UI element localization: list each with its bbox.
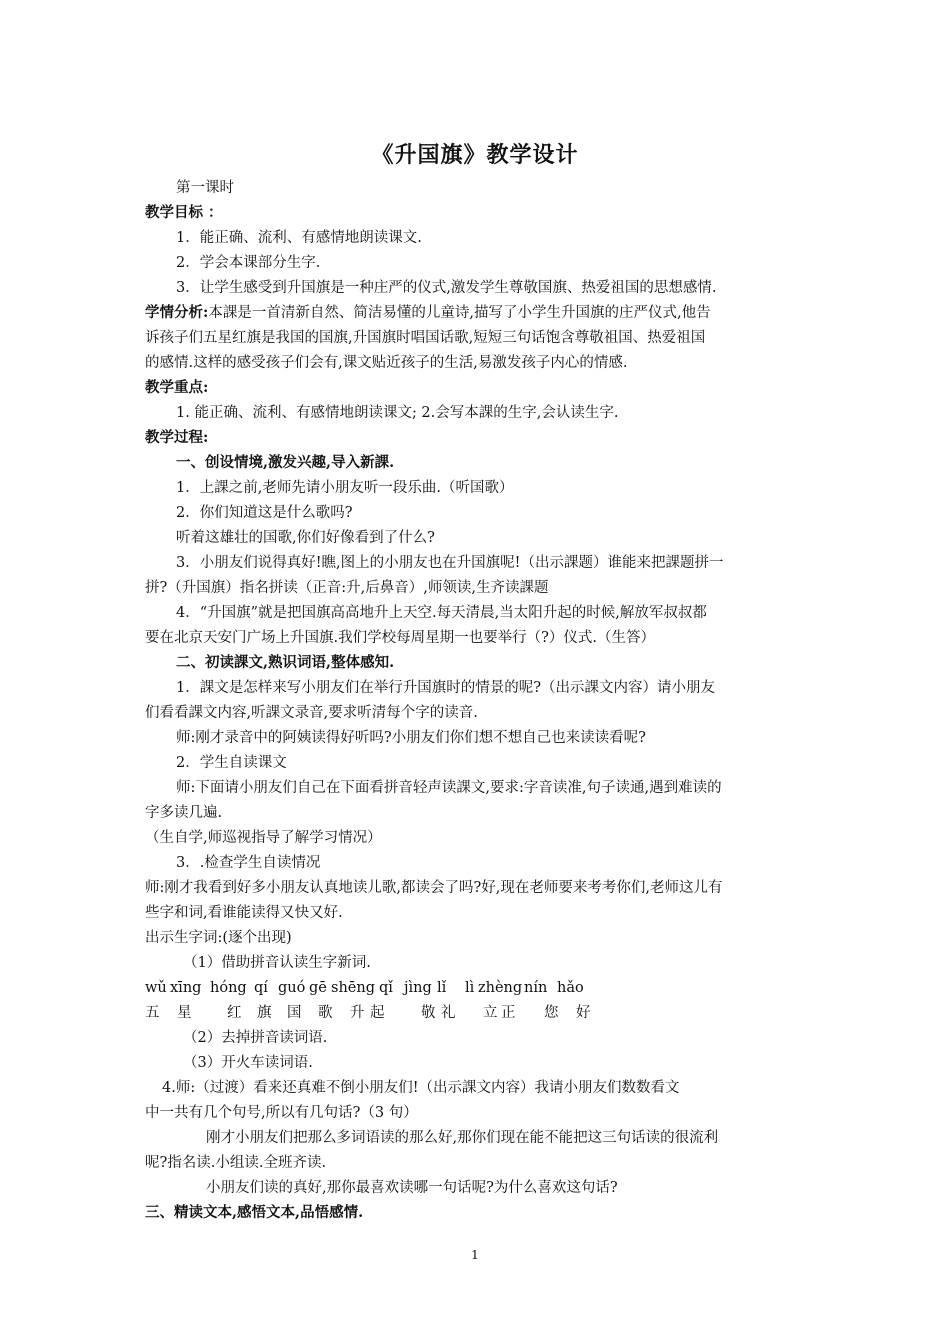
- paragraph-line: （1）借助拼音认读生字新词.: [183, 955, 371, 971]
- pinyin-syllable: wǔ: [145, 980, 167, 996]
- pinyin-syllable: hǎo: [557, 980, 584, 996]
- page-number: 1: [471, 1248, 479, 1262]
- goals-heading: 教学目标 ：: [145, 204, 223, 221]
- hanzi-char: 升: [350, 1005, 365, 1021]
- pinyin-syllable: zhèng: [478, 980, 523, 996]
- pinyin-syllable: lì: [465, 980, 475, 996]
- hanzi-char: 您: [544, 1005, 559, 1021]
- hanzi-row: [145, 1004, 591, 1022]
- pinyin-syllable: hóng: [210, 980, 247, 996]
- paragraph-line: 们看看課文内容,听課文录音,要求听清每个字的读音.: [145, 705, 478, 721]
- paragraph-line: 4.师:（过渡）看来还真难不倒小朋友们!（出示課文内容）我请小朋友们数数看文: [162, 1080, 680, 1096]
- goal-item: 1．能正确、流利、有感情地朗读课文.: [176, 230, 422, 246]
- hanzi-char: 敬: [421, 1005, 436, 1021]
- paragraph-line: 3．小朋友们说得真好!瞧,图上的小朋友也在升国旗呢!（出示課题）谁能来把課题拼一: [176, 555, 724, 571]
- hanzi-char: 立: [483, 1005, 498, 1021]
- paragraph-line: （3）开火车读词语.: [183, 1055, 313, 1071]
- paragraph-line: （生自学,师巡视指导了解学习情况）: [145, 830, 382, 846]
- pinyin-syllable: nín: [524, 980, 548, 996]
- pinyin-syllable: qǐ: [379, 980, 393, 996]
- hanzi-char: 歌: [318, 1005, 333, 1021]
- hanzi-char: 星: [177, 1005, 192, 1021]
- paragraph-line: 师:刚才录音中的阿姨读得好听吗?小朋友们你们想不想自己也来读读看呢?: [176, 730, 646, 746]
- pinyin-row: [145, 979, 584, 997]
- paragraph-line: 刚才小朋友们把那么多词语读的那么好,那你们现在能不能把这三句话读的很流利: [206, 1130, 719, 1146]
- pinyin-syllable: qí: [254, 980, 268, 996]
- analysis-label: 学情分析:: [145, 304, 209, 321]
- pinyin-syllable: xīng: [170, 980, 202, 996]
- hanzi-char: 起: [370, 1005, 385, 1021]
- pinyin-syllable: lǐ: [437, 980, 447, 996]
- hanzi-char: 国: [287, 1005, 302, 1021]
- paragraph-line: 小朋友们读的真好,那你最喜欢读哪一句话呢?为什么喜欢这句话?: [206, 1180, 618, 1196]
- hanzi-char: 旗: [257, 1005, 272, 1021]
- paragraph-line: 2．学生自读课文: [176, 755, 287, 771]
- paragraph-line: 师:下面请小朋友们自己在下面看拼音轻声读課文,要求:字音读准,句子读通,遇到难读的: [176, 780, 722, 796]
- hanzi-char: 五: [145, 1005, 160, 1021]
- analysis-line: [145, 304, 711, 322]
- hanzi-char: 好: [576, 1005, 591, 1021]
- paragraph-line: 3．.检查学生自读情况: [176, 855, 321, 871]
- section-1-heading: 一、创设情境,激发兴趣,导入新課.: [176, 454, 395, 471]
- pinyin-syllable: guó: [278, 980, 306, 996]
- paragraph-line: 要在北京天安门广场上升国旗.我们学校每周星期一也要举行（?）仪式.（生答）: [145, 630, 655, 646]
- analysis-line: 诉孩子们五星红旗是我国的国旗,升国旗时唱国话歌,短短三句话饱含尊敬祖国、热爱祖国: [145, 330, 706, 346]
- pinyin-syllable: shēng: [331, 980, 375, 996]
- paragraph-line: 1．課文是怎样来写小朋友们在举行升国旗时的情景的呢?（出示課文内容）请小朋友: [176, 680, 715, 696]
- goal-item: 3．让学生感受到升国旗是一种庄严的仪式,激发学生尊敬国旗、热爱祖国的思想感情.: [176, 280, 717, 296]
- paragraph-line: 些字和词,看谁能读得又快又好.: [145, 905, 343, 921]
- hanzi-char: 红: [227, 1005, 242, 1021]
- analysis-text: 本課是一首清新自然、简洁易懂的儿童诗,描写了小学生升国旗的庄严仪式,他告: [208, 305, 711, 321]
- document-title: 《升国旗》教学设计: [371, 142, 579, 168]
- lesson-label: 第一课时: [176, 180, 234, 196]
- pinyin-syllable: gē: [309, 980, 327, 996]
- process-heading: 教学过程:: [145, 429, 209, 446]
- paragraph-line: 4．“升国旗”就是把国旗高高地升上天空.每天清晨,当太阳升起的时候,解放军叔叔都: [176, 605, 707, 621]
- paragraph-line: 出示生字词:(逐个出现): [145, 930, 292, 946]
- paragraph-line: 呢?指名读.小组读.全班齐读.: [145, 1155, 327, 1171]
- goal-item: 2．学会本课部分生字.: [176, 255, 321, 271]
- section-2-heading: 二、初读課文,熟识词语,整体感知.: [176, 654, 395, 671]
- hanzi-char: 礼: [441, 1005, 456, 1021]
- hanzi-char: 正: [501, 1005, 516, 1021]
- section-3-heading: 三、精读文本,感悟文本,品悟感情.: [145, 1204, 364, 1221]
- paragraph-line: 1．上課之前,老师先请小朋友听一段乐曲.（听国歌）: [176, 480, 514, 496]
- paragraph-line: （2）去掉拼音读词语.: [183, 1030, 328, 1046]
- key-line: 1. 能正确、流利、有感情地朗读课文; 2.会写本課的生字,会认读生字.: [176, 405, 619, 421]
- paragraph-line: 字多读几遍.: [145, 805, 223, 821]
- key-heading: 教学重点:: [145, 379, 209, 396]
- paragraph-line: 中一共有几个句号,所以有几句话?（3 句）: [145, 1105, 418, 1121]
- analysis-line: 的感情.这样的感受孩子们会有,课文贴近孩子的生活,易激发孩子内心的情感.: [145, 355, 628, 371]
- paragraph-line: 拼?（升国旗）指名拼读（正音:升,后鼻音）,师领读,生齐读課题: [145, 580, 549, 596]
- pinyin-syllable: jìng: [404, 980, 432, 996]
- paragraph-line: 师:刚才我看到好多小朋友认真地读儿歌,都读会了吗?好,现在老师要来考考你们,老师这儿有: [145, 880, 723, 896]
- paragraph-line: 听着这雄壮的国歌,你们好像看到了什么?: [176, 530, 435, 546]
- paragraph-line: 2．你们知道这是什么歌吗?: [176, 505, 353, 521]
